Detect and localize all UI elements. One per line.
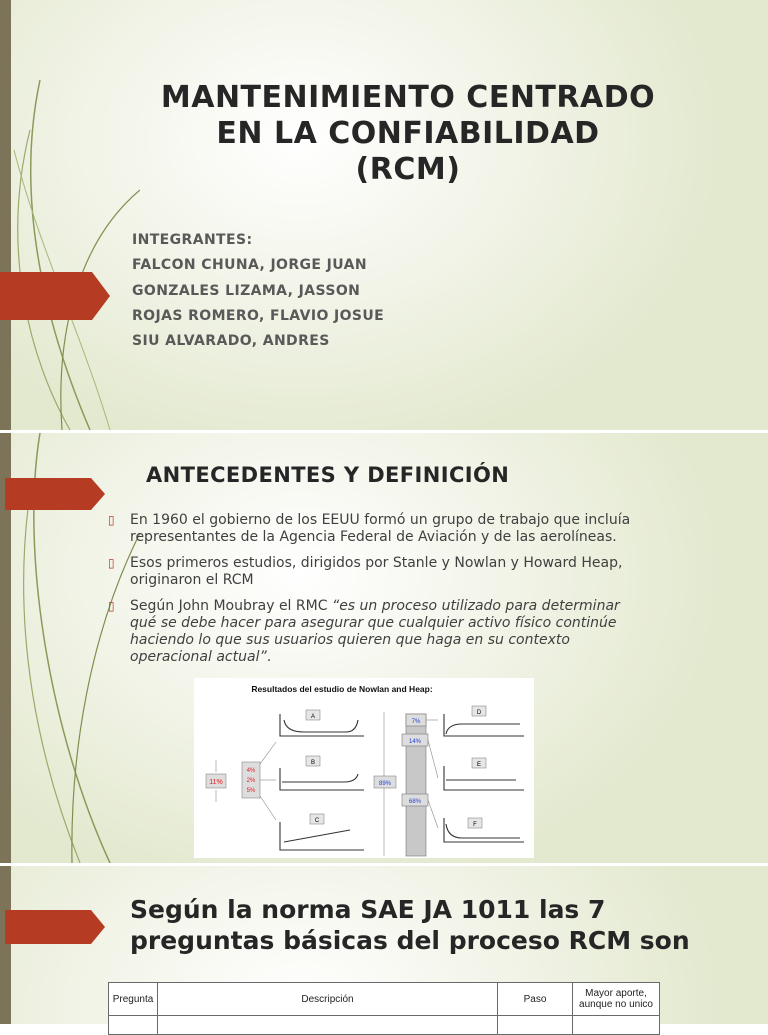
member-name: GONZALES LIZAMA, JASSON (132, 282, 361, 299)
slide-title-heading: MANTENIMIENTO CENTRADO EN LA CONFIABILIDAD (RCM) (160, 80, 656, 187)
svg-text:D: D (476, 710, 482, 716)
bullet-item: ▯ En 1960 el gobierno de los EEUU formó un grupo de trabajo que incluía representantes de la Agencia Federal de Aviación y de las aerolíneas. (108, 512, 631, 545)
figure-title: Resultados del estudio de Nowlan and Heap: (251, 684, 433, 694)
table-cell (158, 1016, 498, 1035)
slide-title (0, 0, 768, 430)
bullet-list (108, 512, 648, 675)
col-paso: Paso (498, 983, 573, 1016)
nowlan-heap-figure (194, 678, 534, 858)
svg-text:F: F (473, 822, 477, 828)
bullet-item: ▯ Esos primeros estudios, dirigidos por Stanle y Nowlan y Howard Heap, originaron el RCM (108, 555, 623, 588)
table-cell (109, 1016, 158, 1035)
decorative-curves-icon (0, 0, 140, 430)
svg-text:B: B (310, 760, 316, 766)
svg-text:68%: 68% (408, 799, 422, 805)
svg-text:89%: 89% (378, 781, 392, 787)
accent-tab (0, 478, 110, 510)
members-list (132, 228, 384, 354)
bullet-item: ▯ Según John Moubray el RMC “es un proceso utilizado para determinar qué se debe hacer para asegurar que cualquier activo físico continúe haciendo lo que sus usuarios quieren que haga en su contexto operacional actual”. (108, 598, 620, 665)
accent-tab (0, 272, 110, 320)
section-title: ANTECEDENTES Y DEFINICIÓN (146, 463, 510, 487)
member-name: FALCON CHUNA, JORGE JUAN (132, 257, 367, 274)
accent-tab (0, 910, 110, 944)
svg-text:2%: 2% (246, 778, 256, 784)
member-name: ROJAS ROMERO, FLAVIO JOSUE (132, 307, 385, 324)
moubray-quote: “es un proceso utilizado para determinar qué se debe hacer para asegurar que cualquier activo físico continúe haciendo lo que sus usuarios quieren que haga en su contexto operacional actual” (130, 598, 620, 665)
arrow-bullet-icon: ▯ (108, 556, 115, 570)
svg-text:C: C (314, 818, 320, 824)
col-pregunta: Pregunta (109, 983, 158, 1016)
preguntas-table (108, 982, 660, 1035)
section-title: Según la norma SAE JA 1011 las 7 preguntas básicas del proceso RCM son (130, 895, 690, 955)
sidebar-stripe (0, 866, 11, 1024)
svg-text:11%: 11% (209, 779, 223, 786)
members-label: INTEGRANTES: (132, 232, 253, 248)
svg-text:E: E (476, 762, 482, 768)
arrow-bullet-icon: ▯ (108, 599, 115, 613)
svg-text:14%: 14% (408, 739, 422, 745)
member-name: SIU ALVARADO, ANDRES (132, 333, 330, 350)
table-cell (498, 1016, 573, 1035)
col-mayor-aporte: Mayor aporte, aunque no unico (573, 983, 660, 1016)
col-descripcion: Descripción (158, 983, 498, 1016)
table-cell (573, 1016, 660, 1035)
svg-text:7%: 7% (411, 719, 421, 725)
arrow-bullet-icon: ▯ (108, 513, 115, 527)
svg-text:5%: 5% (246, 788, 256, 794)
svg-text:4%: 4% (246, 768, 256, 774)
svg-text:A: A (310, 714, 316, 720)
